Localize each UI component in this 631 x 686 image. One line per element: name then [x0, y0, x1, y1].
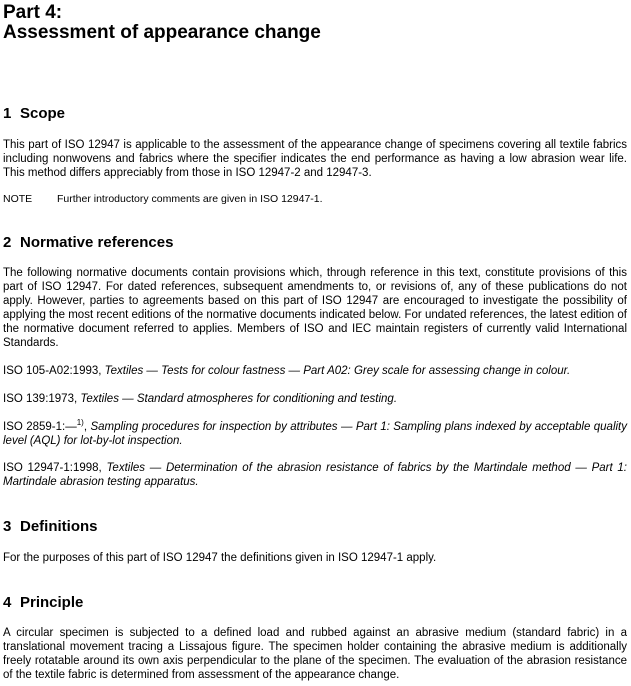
reference-iso-12947-1: [3, 461, 627, 489]
heading-definitions: [3, 518, 98, 536]
reference-iso-139: [3, 392, 627, 406]
scope-note: [3, 193, 323, 206]
reference-iso-2859-1: [3, 420, 627, 448]
part-title: Part 4:: [3, 2, 63, 23]
heading-title: Definitions: [20, 518, 98, 535]
heading-scope: [3, 105, 65, 123]
part-subtitle: Assessment of appearance change: [3, 22, 321, 43]
normative-paragraph: The following normative documents contain provisions which, through reference in this text, constitute provisions of this part of ISO 12947. For dated references, subsequent amendments to, or revisions of, any of these publications do not apply. However, parties to agreements based on this part of ISO 12947 are encouraged to investigate the possibility of applying the most recent editions of the normative documents indicated below. For undated references, the latest edition of the normative document referred to applies. Members of ISO and IEC maintain registers of currently valid International Standards.: [3, 267, 627, 349]
note-label: NOTE: [3, 193, 33, 205]
heading-principle: [3, 594, 83, 612]
definitions-paragraph: For the purposes of this part of ISO 12947 the definitions given in ISO 12947-1 apply.: [3, 552, 437, 564]
scope-paragraph: This part of ISO 12947 is applicable to the assessment of the appearance change of specimens covering all textile fabrics including nonwovens and fabrics where the specifier indicates the end performance as having a low abrasion wear life. This method differs appreciably from those in ISO 12947-2 and 12947-3.: [3, 139, 627, 179]
reference-title: Textiles — Tests for colour fastness — Part A02: Grey scale for assessing change in colour.: [104, 365, 571, 377]
heading-number: 2: [3, 234, 12, 251]
reference-title: Textiles — Determination of the abrasion resistance of fabrics by the Martindale method — Part 1: Martindale abrasion testing apparatus.: [3, 462, 627, 488]
heading-number: 3: [3, 518, 12, 535]
heading-title: Principle: [20, 594, 84, 611]
reference-code: ISO 12947-1:1998,: [3, 462, 102, 474]
note-text: Further introductory comments are given in ISO 12947-1.: [57, 193, 323, 205]
reference-separator: ,: [83, 421, 88, 433]
heading-title: Normative references: [20, 234, 174, 251]
principle-paragraph: A circular specimen is subjected to a defined load and rubbed against an abrasive medium (standard fabric) in a translational movement tracing a Lissajous figure. The specimen holder containing the abrasive medium is additionally freely rotatable around its own axis perpendicular to the plane of the specimen. The evaluation of the abrasion resistance of the textile fabric is determined from assessment of the appearance change.: [3, 627, 627, 681]
heading-title: Scope: [20, 105, 66, 122]
footnote-marker: 1): [76, 418, 84, 427]
reference-code: ISO 2859-1:—: [3, 421, 77, 433]
reference-iso-105-a02: [3, 364, 627, 378]
heading-number: 4: [3, 594, 12, 611]
reference-code: ISO 105-A02:1993,: [3, 365, 102, 377]
reference-title: Textiles — Standard atmospheres for conditioning and testing.: [80, 393, 398, 405]
heading-number: 1: [3, 105, 12, 122]
heading-normative-references: [3, 234, 173, 252]
reference-code: ISO 139:1973,: [3, 393, 78, 405]
reference-title: Sampling procedures for inspection by attributes — Part 1: Sampling plans indexed by acceptable quality level (AQL) for lot-by-lot inspection.: [3, 421, 628, 447]
